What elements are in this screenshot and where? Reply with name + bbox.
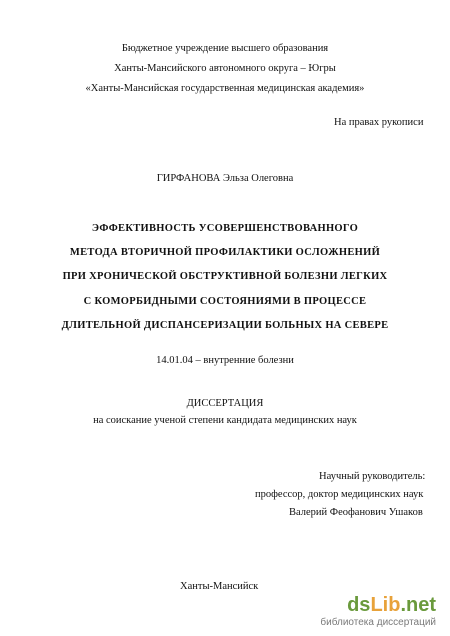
dslib-watermark[interactable] [322, 594, 442, 632]
logo-part-ds: ds [347, 594, 371, 616]
institution-line-1: Бюджетное учреждение высшего образования [121, 43, 329, 54]
footer-city: Ханты-Мансийск [180, 581, 259, 592]
institution-line-3: «Ханты-Мансийская государственная медицинская академия» [85, 83, 365, 94]
title-line-5: ДЛИТЕЛЬНОЙ ДИСПАНСЕРИЗАЦИИ БОЛЬНЫХ НА СЕВЕРЕ [61, 320, 389, 331]
logo-part-lib: Lib [370, 594, 401, 616]
specialty-code: 14.01.04 – внутренние болезни [156, 355, 294, 366]
dissertation-label: ДИССЕРТАЦИЯ [186, 398, 264, 409]
logo-part-net: .net [400, 594, 436, 616]
title-line-2: МЕТОДА ВТОРИЧНОЙ ПРОФИЛАКТИКИ ОСЛОЖНЕНИЙ [69, 247, 381, 258]
title-line-4: С КОМОРБИДНЫМИ СОСТОЯНИЯМИ В ПРОЦЕССЕ [83, 296, 367, 307]
title-line-1: ЭФФЕКТИВНОСТЬ УСОВЕРШЕНСТВОВАННОГО [91, 223, 359, 234]
title-line-3: ПРИ ХРОНИЧЕСКОЙ ОБСТРУКТИВНОЙ БОЛЕЗНИ ЛЕГКИХ [62, 271, 388, 282]
supervisor-label: Научный руководитель: [319, 471, 426, 482]
institution-line-2: Ханты-Мансийского автономного округа – Югры [114, 63, 336, 74]
supervisor-name: Валерий Феофанович Ушаков [289, 507, 423, 518]
supervisor-title: профессор, доктор медицинских наук [255, 489, 424, 500]
dissertation-subtitle: на соискание ученой степени кандидата медицинских наук [93, 415, 357, 426]
dslib-logo [347, 594, 436, 616]
rights-note: На правах рукописи [334, 117, 424, 128]
author-name: ГИРФАНОВА Эльза Олеговна [156, 173, 294, 184]
dslib-tagline: библиотека диссертаций [320, 617, 436, 628]
